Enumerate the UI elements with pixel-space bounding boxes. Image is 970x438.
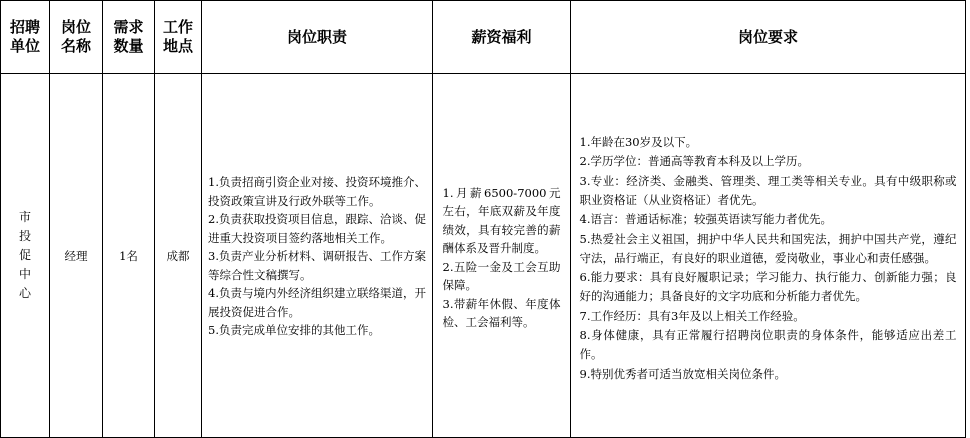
duty-item: 2.负责获取投资项目信息，跟踪、洽谈、促进重大投资项目签约落地相关工作。 (208, 212, 426, 245)
requirement-item: 9.特别优秀者可适当放宽相关岗位条件。 (579, 366, 786, 381)
requirement-item: 6.能力要求：具有良好履职记录；学习能力、执行能力、创新能力强；良好的沟通能力；具备良好的文字功底和分析能力者优先。 (579, 270, 957, 304)
cell-unit (1, 74, 50, 438)
header-requirements-text: 岗位要求 (737, 27, 798, 46)
requirements-list (580, 133, 957, 384)
salary-item: 2.五险一金及工会互助保障。 (442, 259, 561, 292)
cell-position (50, 74, 103, 438)
cell-count (103, 74, 155, 438)
position-text: 经理 (64, 248, 88, 263)
header-position-text: 岗位名称 (60, 18, 91, 55)
salary-item: 1.月薪6500-7000元左右，年底双薪及年度绩效，具有较完善的薪酬体系及晋升制度。 (442, 185, 561, 255)
requirement-item: 8.身体健康，具有正常履行招聘岗位职责的身体条件，能够适应出差工作。 (579, 328, 957, 362)
duty-item: 3.负责产业分析材料、调研报告、工作方案等综合性文稿撰写。 (208, 249, 426, 282)
requirement-item: 1.年龄在30岁及以下。 (579, 135, 698, 150)
header-unit-text: 招聘单位 (9, 18, 40, 55)
duty-item: 1.负责招商引资企业对接、投资环境推介、投资政策宣讲及行政外联等工作。 (208, 175, 426, 208)
cell-location (155, 74, 202, 438)
header-salary-text: 薪资福利 (471, 27, 532, 46)
header-location-text: 工作地点 (162, 18, 193, 55)
requirement-item: 3.专业：经济类、金融类、管理类、理工类等相关专业。具有中级职称或职业资格证（从业资格证）者优先。 (579, 173, 957, 207)
salary-list (443, 184, 561, 332)
header-requirements (571, 1, 966, 74)
duty-item: 4.负责与境内外经济组织建立联络渠道，开展投资促进合作。 (208, 286, 426, 319)
header-count-text: 需求数量 (113, 18, 144, 55)
cell-duties (202, 74, 433, 438)
unit-text: 市投促中心 (18, 210, 31, 300)
header-duties (202, 1, 433, 74)
header-salary (433, 1, 571, 74)
requirement-item: 4.语言：普通话标准；较强英语读写能力者优先。 (579, 212, 832, 227)
salary-item: 3.带薪年休假、年度体检、工会福利等。 (442, 296, 561, 329)
cell-requirements (571, 74, 966, 438)
requirement-item: 5.热爱社会主义祖国，拥护中华人民共和国宪法，拥护中国共产党，遵纪守法，品行端正，有良好的职业道德，爱岗敬业，事业心和责任感强。 (579, 231, 957, 265)
requirement-item: 7.工作经历：具有3年及以上相关工作经验。 (579, 308, 805, 323)
location-text: 成都 (166, 248, 190, 263)
header-unit (1, 1, 50, 74)
count-text: 1名 (119, 248, 138, 263)
page-margin (966, 0, 970, 438)
header-count (103, 1, 155, 74)
duty-item: 5.负责完成单位安排的其他工作。 (208, 323, 380, 338)
header-position (50, 1, 103, 74)
header-duties-text: 岗位职责 (286, 27, 347, 46)
cell-salary (433, 74, 571, 438)
requirement-item: 2.学历学位：普通高等教育本科及以上学历。 (579, 154, 809, 169)
header-location (155, 1, 202, 74)
duties-list (208, 173, 426, 340)
